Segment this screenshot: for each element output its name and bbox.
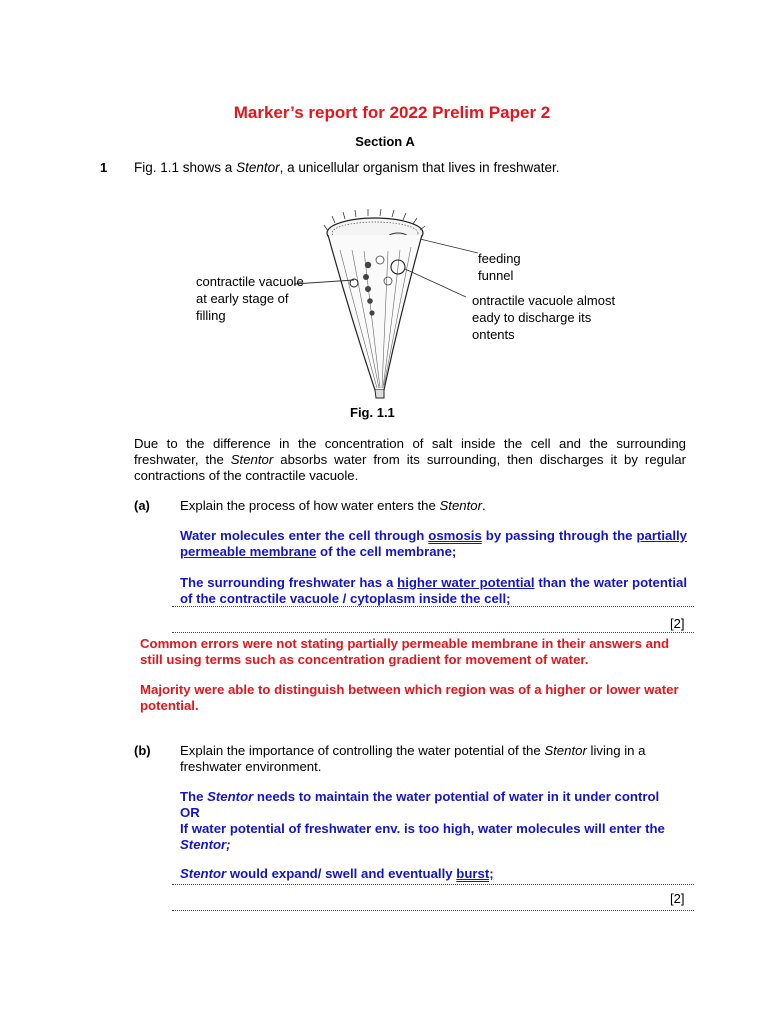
label-line: filling <box>196 308 226 323</box>
label-line: at early stage of <box>196 291 289 306</box>
answer-keyword: osmosis <box>428 528 482 543</box>
answer-text: of the cell membrane; <box>316 544 457 559</box>
answer-keyword: burst; <box>456 866 494 881</box>
question-text: Explain the process of how water enters the <box>180 498 440 513</box>
answer-text: The surrounding freshwater has a <box>180 575 398 590</box>
label-line: ontractile vacuole almost <box>472 293 616 308</box>
answer-line <box>172 884 694 885</box>
answer-text: by passing through the <box>481 528 637 543</box>
question-text: Explain the importance of controlling the water potential of the <box>180 743 545 758</box>
label-line: contractile vacuole <box>196 274 304 289</box>
intro-text: Fig. 1.1 shows a <box>134 160 237 175</box>
answer-organism: Stentor <box>180 866 227 881</box>
label-early-vacuole <box>196 273 304 324</box>
part-a-marks: [2] <box>670 616 685 631</box>
answer-text: would expand/ swell and eventually <box>226 866 457 881</box>
label-discharge-vacuole <box>472 292 615 343</box>
intro-text-end: , a unicellular organism that lives in freshwater. <box>279 160 560 175</box>
answer-line <box>172 632 694 633</box>
figure-caption: Fig. 1.1 <box>350 405 395 420</box>
part-b-answer-3 <box>180 866 687 882</box>
page-title: Marker’s report for 2022 Prelim Paper 2 <box>233 103 551 122</box>
answer-keyword: partially permeable membrane <box>180 528 688 559</box>
part-a-label: (a) <box>134 498 150 513</box>
part-b-question <box>180 743 695 775</box>
paragraph-text-end: absorbs water from its surrounding, then discharges it by regular contractions of the contractile vacuole. <box>134 452 686 483</box>
label-line: eady to discharge its <box>472 310 592 325</box>
question-organism: Stentor <box>439 498 483 513</box>
answer-text: Water molecules enter the cell through <box>180 528 429 543</box>
question-text-end: . <box>482 498 486 513</box>
stentor-diagram <box>290 205 490 400</box>
paragraph-text: Due to the difference in the concentration of salt inside the cell and the surrounding freshwater, the <box>134 436 686 467</box>
question-intro <box>134 160 559 175</box>
question-text-end: living in a freshwater environment. <box>180 743 646 774</box>
part-b-label: (b) <box>134 743 151 758</box>
answer-text: than the water potential of the contractile vacuole / cytoplasm inside the cell; <box>180 575 688 606</box>
part-a-question <box>180 498 690 514</box>
answer-organism: Stentor <box>207 789 254 804</box>
part-b-answer-1 <box>180 789 687 805</box>
part-b-answer-2 <box>180 821 687 853</box>
answer-text: needs to maintain the water potential of water in it under control <box>253 789 660 804</box>
answer-organism: Stentor; <box>180 837 231 852</box>
label-feeding-funnel <box>478 250 521 284</box>
answer-line <box>172 606 694 607</box>
examiner-comment-2: Majority were able to distinguish between which region was of a higher or lower water potential. <box>140 682 679 713</box>
question-number: 1 <box>100 160 108 175</box>
answer-keyword: higher water potential <box>397 575 535 590</box>
question-organism: Stentor <box>544 743 587 758</box>
answer-line <box>172 910 694 911</box>
intro-organism: Stentor <box>236 160 280 175</box>
paragraph-organism: Stentor <box>230 452 274 467</box>
part-a-answer-2 <box>180 575 687 607</box>
part-b-marks: [2] <box>670 891 685 906</box>
part-a-answer-1 <box>180 528 687 560</box>
label-line: ontents <box>472 327 515 342</box>
label-line: funnel <box>478 268 514 283</box>
answer-text: If water potential of freshwater env. is too high, water molecules will enter the <box>180 821 665 836</box>
label-line: feeding <box>478 251 521 266</box>
part-b-or: OR <box>180 805 200 820</box>
answer-text: The <box>180 789 208 804</box>
context-paragraph <box>134 436 686 484</box>
examiner-comment-1: Common errors were not stating partially permeable membrane in their answers and still using terms such as concentration gradient for movement of water. <box>140 636 670 667</box>
section-heading: Section A <box>355 134 415 149</box>
